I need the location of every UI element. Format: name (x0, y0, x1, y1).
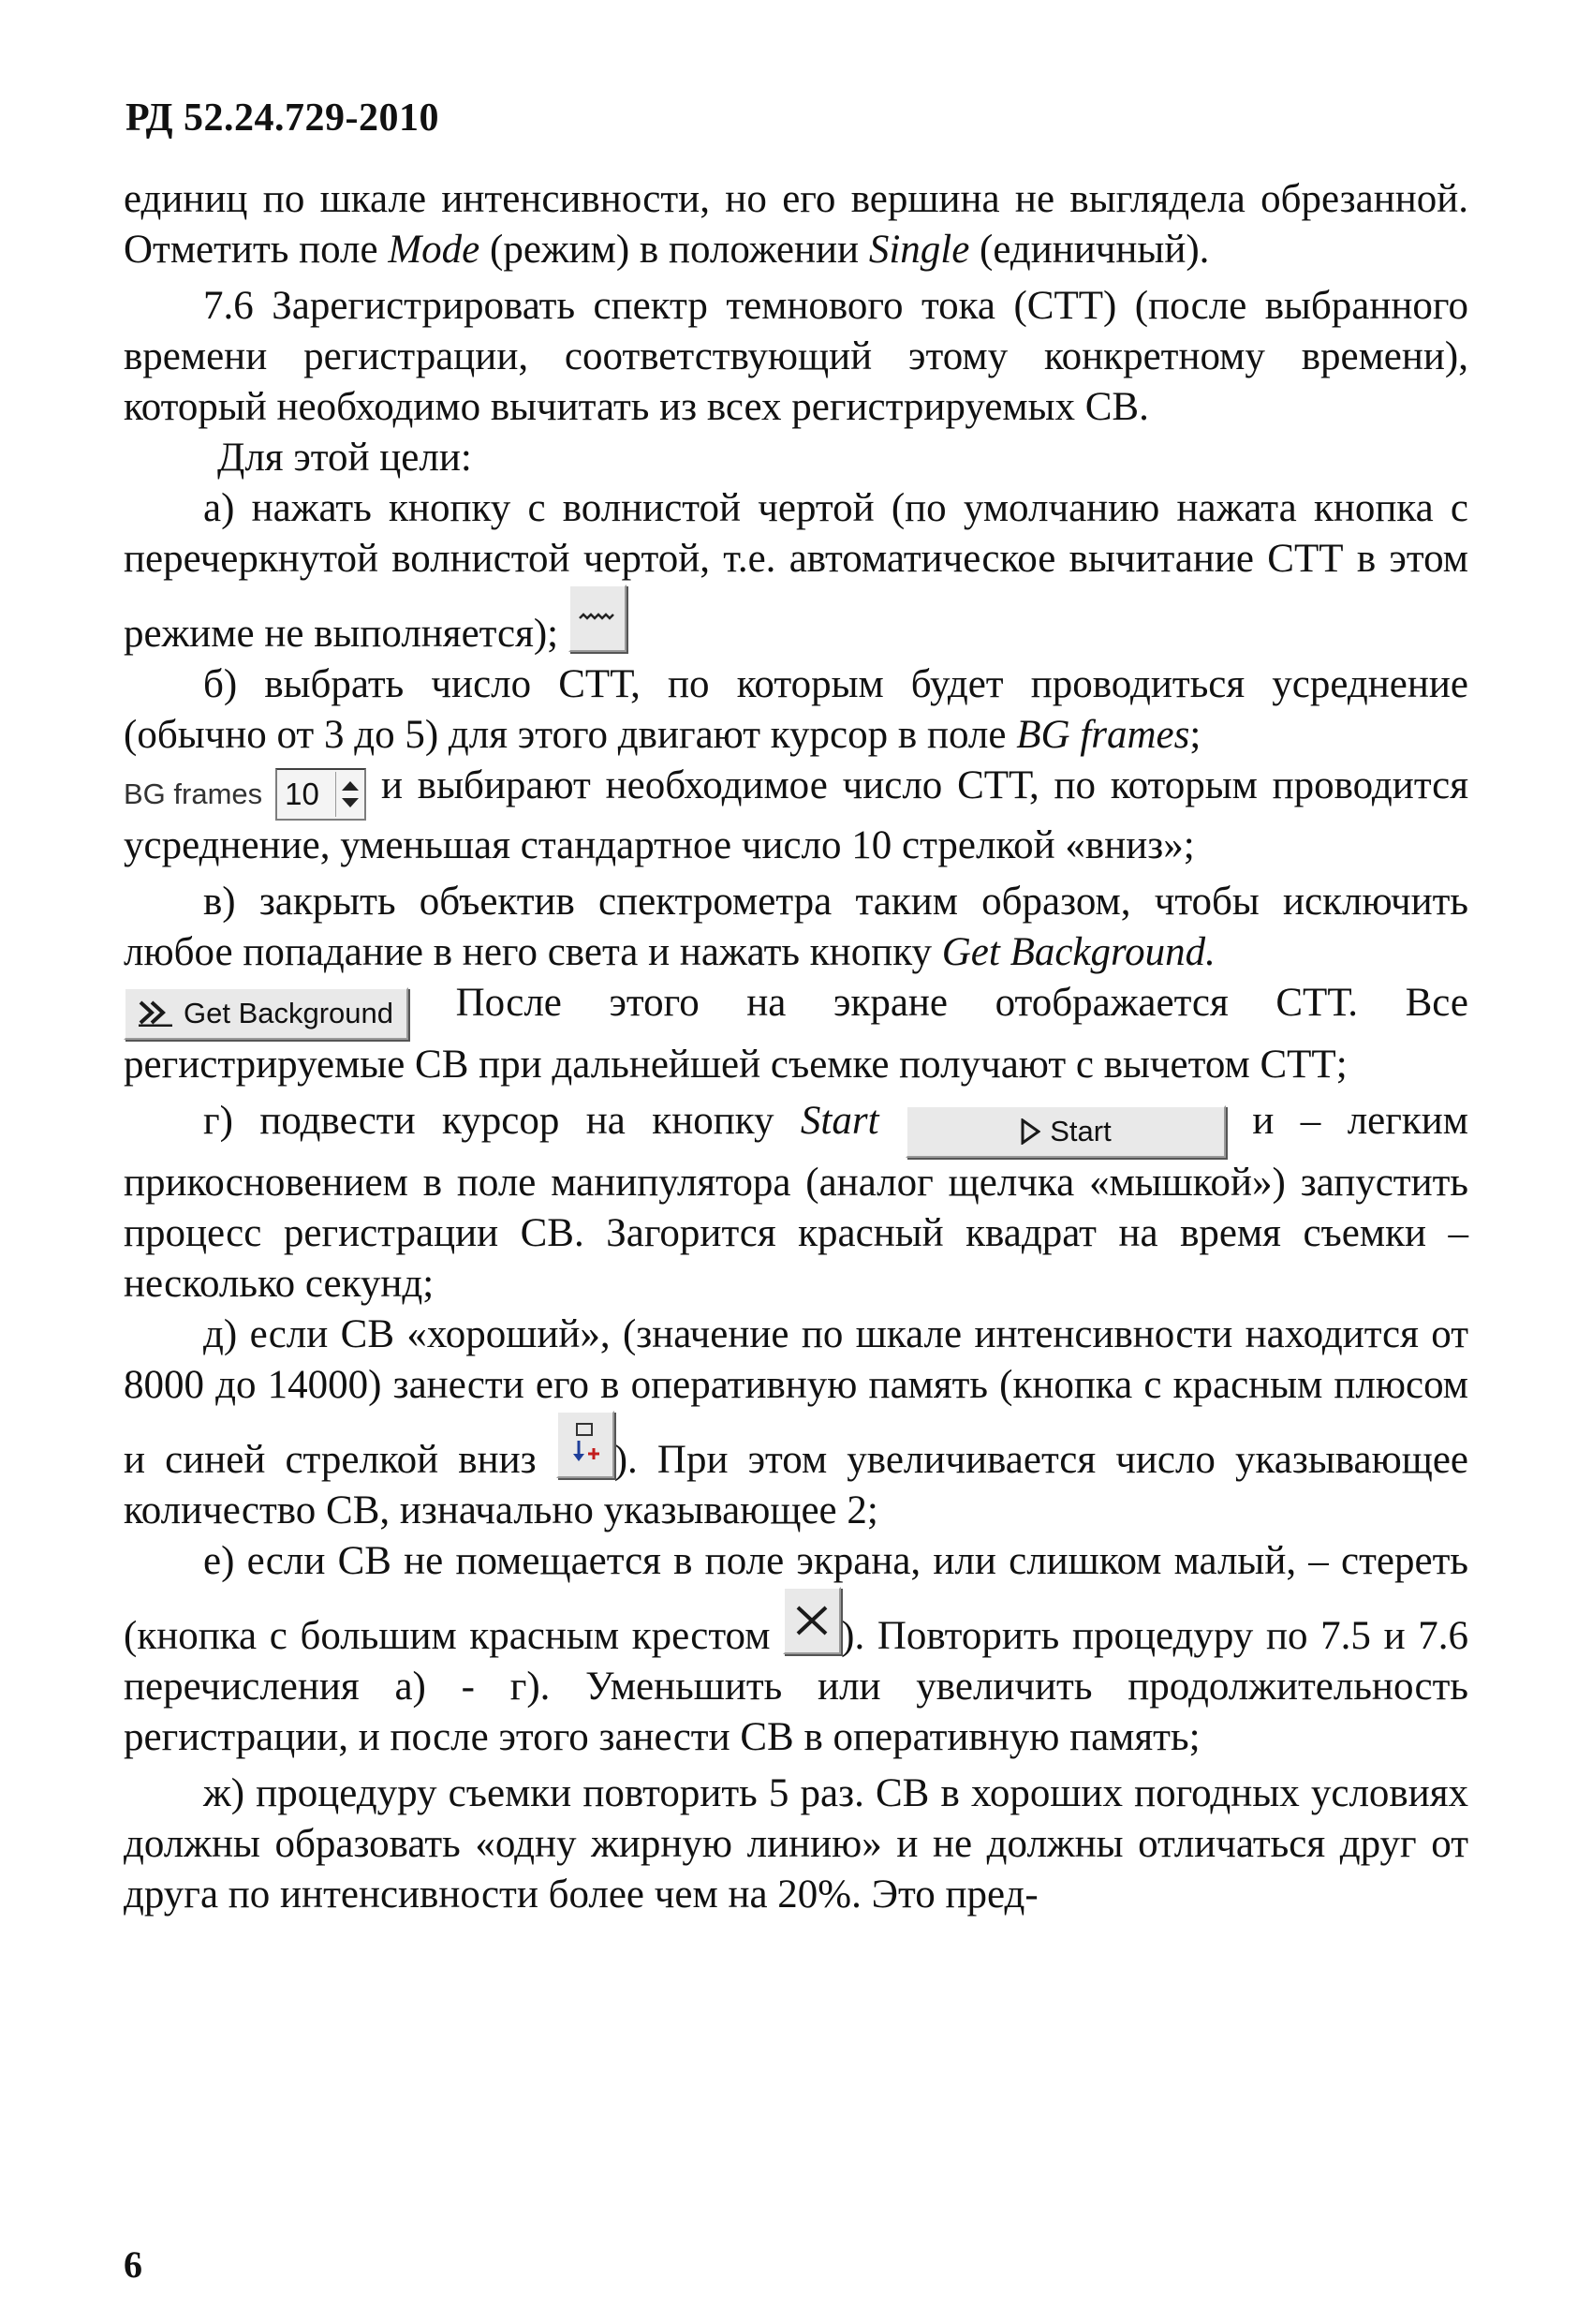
delete-icon (785, 1589, 839, 1652)
get-background-icon (139, 999, 174, 1027)
document-body (124, 174, 1468, 1920)
document-header: РД 52.24.729-2010 (125, 96, 440, 140)
wave-icon (570, 586, 625, 650)
paragraph-v: в) закрыть объектив спектрометра таким образом, чтобы исключить любое попадание в него света и нажать кнопку Get Background. (124, 880, 1468, 974)
paragraph-a: а) нажать кнопку с волнистой чертой (по умолчанию нажата кнопка с перечеркнутой волнистой чертой, т.е. автоматическое вычитание СТТ в этом режиме не выполняется); (124, 486, 1468, 656)
spinner-arrows-icon[interactable] (335, 772, 364, 817)
bg-frames-spinner[interactable] (275, 768, 366, 821)
paragraph-v-cont: Get Background После этого на экране отображается СТТ. Все регистрируемые СВ при дальнейшей съемке получают с вычетом СТТ; (124, 981, 1468, 1087)
paragraph-b: б) выбрать число СТТ, по которым будет проводиться усреднение (обычно от 3 до 5) для этого двигают курсор в поле BG frames; (124, 662, 1468, 757)
delete-button[interactable] (783, 1587, 841, 1654)
paragraph-continuation: единиц по шкале интенсивности, но его вершина не выглядела обрезанной. Отметить поле Mode (режим) в положении Single (единичный). (124, 177, 1468, 272)
get-background-button[interactable] (124, 987, 408, 1040)
add-to-memory-icon (558, 1413, 612, 1476)
paragraph-purpose: Для этой цели: (217, 436, 472, 480)
bg-frames-label: BG frames (124, 777, 263, 810)
bg-frames-value[interactable]: 10 (285, 777, 319, 811)
add-to-memory-button[interactable] (556, 1411, 614, 1478)
paragraph-d: д) если СВ «хороший», (значение по шкале интенсивности находится от 8000 до 14000) занести его в оперативную память (кнопка с красным плюсом и синей стрелкой вниз ). При этом увеличивается число указывающее количество СВ, изначально указывающее 2; (124, 1312, 1468, 1532)
paragraph-g: г) подвести курсор на кнопку Start Start и – легким прикосновением в поле манипулятора (аналог щелчка «мышкой») запустить процесс регистрации СВ. Загорится красный квадрат на время съемки – несколько секунд; (124, 1099, 1468, 1306)
paragraph-7-6: 7.6 Зарегистрировать спектр темнового тока (СТТ) (после выбранного времени регистрации, соответствующий этому конкретному времени), который необходимо вычитать из всех регистрируемых СВ. (124, 284, 1468, 429)
paragraph-b-cont: BG frames 10 и выбирают необходимое число СТТ, по которым проводится усреднение, уменьшая стандартное число 10 стрелкой «вниз»; (124, 763, 1468, 867)
paragraph-zh: ж) процедуру съемки повторить 5 раз. СВ в хороших погодных условиях должны образовать «одну жирную линию» и не должны отличаться друг от друга по интенсивности более чем на 20%. Это пред- (124, 1771, 1468, 1917)
play-icon (1020, 1118, 1040, 1145)
start-label: Start (1050, 1115, 1112, 1147)
start-button[interactable] (906, 1105, 1226, 1158)
page-number: 6 (124, 2243, 142, 2286)
dark-current-subtract-button[interactable] (568, 585, 626, 652)
bg-frames-control (124, 768, 366, 821)
get-background-label: Get Background (184, 997, 394, 1029)
paragraph-e: е) если СВ не помещается в поле экрана, или слишком малый, – стереть (кнопка с большим красным крестом ). Повторить процедуру по 7.5 и 7.6 перечисления а) - г). Уменьшить или увеличить продолжительность регистрации, и после этого занести СВ в оперативную память; (124, 1539, 1468, 1759)
